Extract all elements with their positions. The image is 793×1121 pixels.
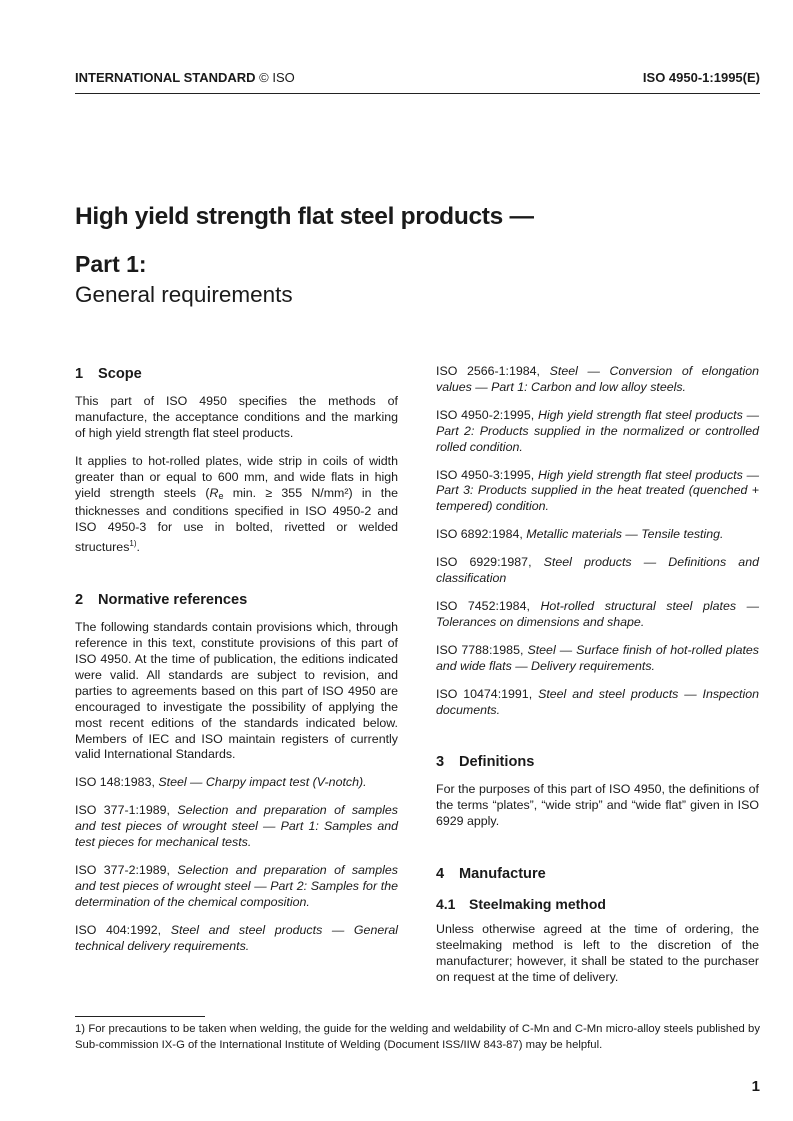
section-heading-definitions [436, 752, 759, 772]
header-rule [75, 93, 760, 94]
reference-title: Selection and preparation of samples and test pieces of wrought steel — Part 2: Samples for the determination of the chemical composition. [75, 862, 398, 909]
reference-code: ISO 7788:1985, [436, 642, 524, 657]
reference-item [75, 803, 398, 851]
section-heading-manufacture [436, 864, 759, 884]
spacer [75, 568, 398, 590]
header-copyright: © ISO [259, 70, 295, 85]
section-number: 2 [75, 592, 84, 609]
reference-title: Selection and preparation of samples and test pieces of wrought steel — Part 1: Samples and test pieces for mechanical tests. [75, 803, 398, 850]
subsection-heading-steelmaking [436, 894, 759, 914]
subsection-number: 4.1 [436, 896, 456, 913]
reference-code: ISO 4950-3:1995, [436, 467, 535, 482]
reference-item [436, 555, 759, 587]
section-number: 1 [75, 366, 84, 382]
reference-code: ISO 10474:1991, [436, 686, 533, 701]
section-title: Normative references [98, 592, 248, 609]
reference-item [436, 643, 759, 675]
reference-item [75, 863, 398, 911]
header-left [75, 70, 295, 85]
reference-title: Steel and steel products — General technical delivery requirements. [75, 922, 398, 953]
running-header [75, 70, 760, 88]
footnote-rule [75, 1016, 205, 1017]
reference-item [75, 923, 398, 955]
reference-title: Steel — Conversion of elongation values — Part 1: Carbon and low alloy steels. [436, 364, 759, 394]
reference-code: ISO 6929:1987, [436, 555, 532, 570]
document-subtitle: General requirements [75, 282, 293, 307]
reference-item [436, 364, 759, 396]
footnote: 1) For precautions to be taken when welding, the guide for the welding and weldability of C-Mn and C-Mn micro-alloy steels published by Sub-commission IX-G of the International Institute of Welding (Document ISS/IIW 843-87) may be helpful. [75, 1023, 760, 1051]
section-heading-normative [75, 590, 398, 610]
right-column [436, 364, 759, 998]
section-title: Definitions [459, 754, 535, 771]
section-number: 3 [436, 754, 445, 771]
scope-text-b: min. ≥ 355 N/mm²) in the thicknesses and conditions specified in ISO 4950-2 and ISO 4950-3 for use in bolted, rivetted or welded structures [75, 485, 398, 555]
definitions-paragraph: For the purposes of this part of ISO 4950, the definitions of the terms “plates”, “wide strip” and “wide flat” given in ISO 6929 apply. [436, 782, 759, 829]
steelmaking-paragraph: Unless otherwise agreed at the time of ordering, the steelmaking method is left to the discretion of the manufacturer; however, it shall be stated to the purchaser on request at the time of delivery. [436, 922, 759, 984]
scope-paragraph-1: This part of ISO 4950 specifies the methods of manufacture, the acceptance conditions and the marking of high yield strength flat steel products. [75, 394, 398, 440]
scope-text-a: It applies to hot-rolled plates, wide strip in coils of width greater than or equal to 600 mm, and wide flats in high yield strength steels ( [75, 453, 398, 500]
document-part: Part 1: [75, 251, 147, 277]
reference-code: ISO 2566-1:1984, [436, 364, 541, 378]
reference-code: ISO 4950-2:1995, [436, 407, 535, 422]
section-number: 4 [436, 866, 445, 883]
reference-title: Steel — Charpy impact test (V-notch). [158, 775, 367, 790]
reference-title: Hot-rolled structural steel plates — Tolerances on dimensions and shape. [436, 598, 759, 629]
reference-code: ISO 377-2:1989, [75, 862, 170, 877]
reference-title: Steel — Surface finish of hot-rolled plates and wide flats — Delivery requirements. [436, 642, 759, 673]
spacer [436, 730, 759, 752]
reference-title: High yield strength flat steel products — Part 2: Products supplied in the normalized or controlled rolled condition. [436, 407, 759, 454]
reference-code: ISO 148:1983, [75, 775, 155, 790]
reference-item [436, 687, 759, 719]
section-title: Manufacture [459, 866, 546, 883]
document-title: High yield strength flat steel products — [75, 203, 534, 230]
spacer [436, 842, 759, 864]
left-column [75, 364, 398, 966]
reference-title: Metallic materials — Tensile testing. [526, 527, 724, 542]
reference-code: ISO 404:1992, [75, 922, 162, 937]
normative-intro: The following standards contain provisions which, through reference in this text, constitute provisions of this part of ISO 4950. At the time of publication, the editions indicated were valid. All standards are subject to revision, and parties to agreements based on this part of ISO 4950 are encouraged to investigate the possibility of applying the most recent editions of the standards indicated below. Members of IEC and ISO maintain registers of currently valid International Standards. [75, 620, 398, 762]
re-subscript: e [218, 490, 224, 501]
scope-text-end: . [136, 540, 140, 555]
reference-item [436, 599, 759, 631]
reference-title: Steel products — Definitions and classification [436, 555, 759, 586]
reference-title: High yield strength flat steel products — Part 3: Products supplied in the heat treated (quenched + tempered) condition. [436, 467, 759, 514]
section-title: Scope [98, 366, 142, 382]
reference-item [75, 775, 398, 791]
reference-code: ISO 6892:1984, [436, 527, 523, 542]
section-heading-scope [75, 364, 398, 384]
reference-title: Steel and steel products — Inspection documents. [436, 686, 760, 717]
reference-code: ISO 377-1:1989, [75, 803, 170, 818]
re-symbol: R [209, 485, 219, 500]
reference-code: ISO 7452:1984, [436, 598, 530, 613]
reference-item [436, 408, 759, 456]
header-document-code: ISO 4950-1:1995(E) [642, 70, 760, 85]
reference-item [436, 468, 759, 516]
footnote-marker: 1) [129, 539, 137, 549]
subsection-title: Steelmaking method [469, 896, 606, 913]
header-standard-label: INTERNATIONAL STANDARD [75, 70, 256, 85]
reference-item [436, 527, 759, 543]
scope-paragraph-2 [75, 454, 398, 556]
page-number: 1 [751, 1078, 760, 1095]
